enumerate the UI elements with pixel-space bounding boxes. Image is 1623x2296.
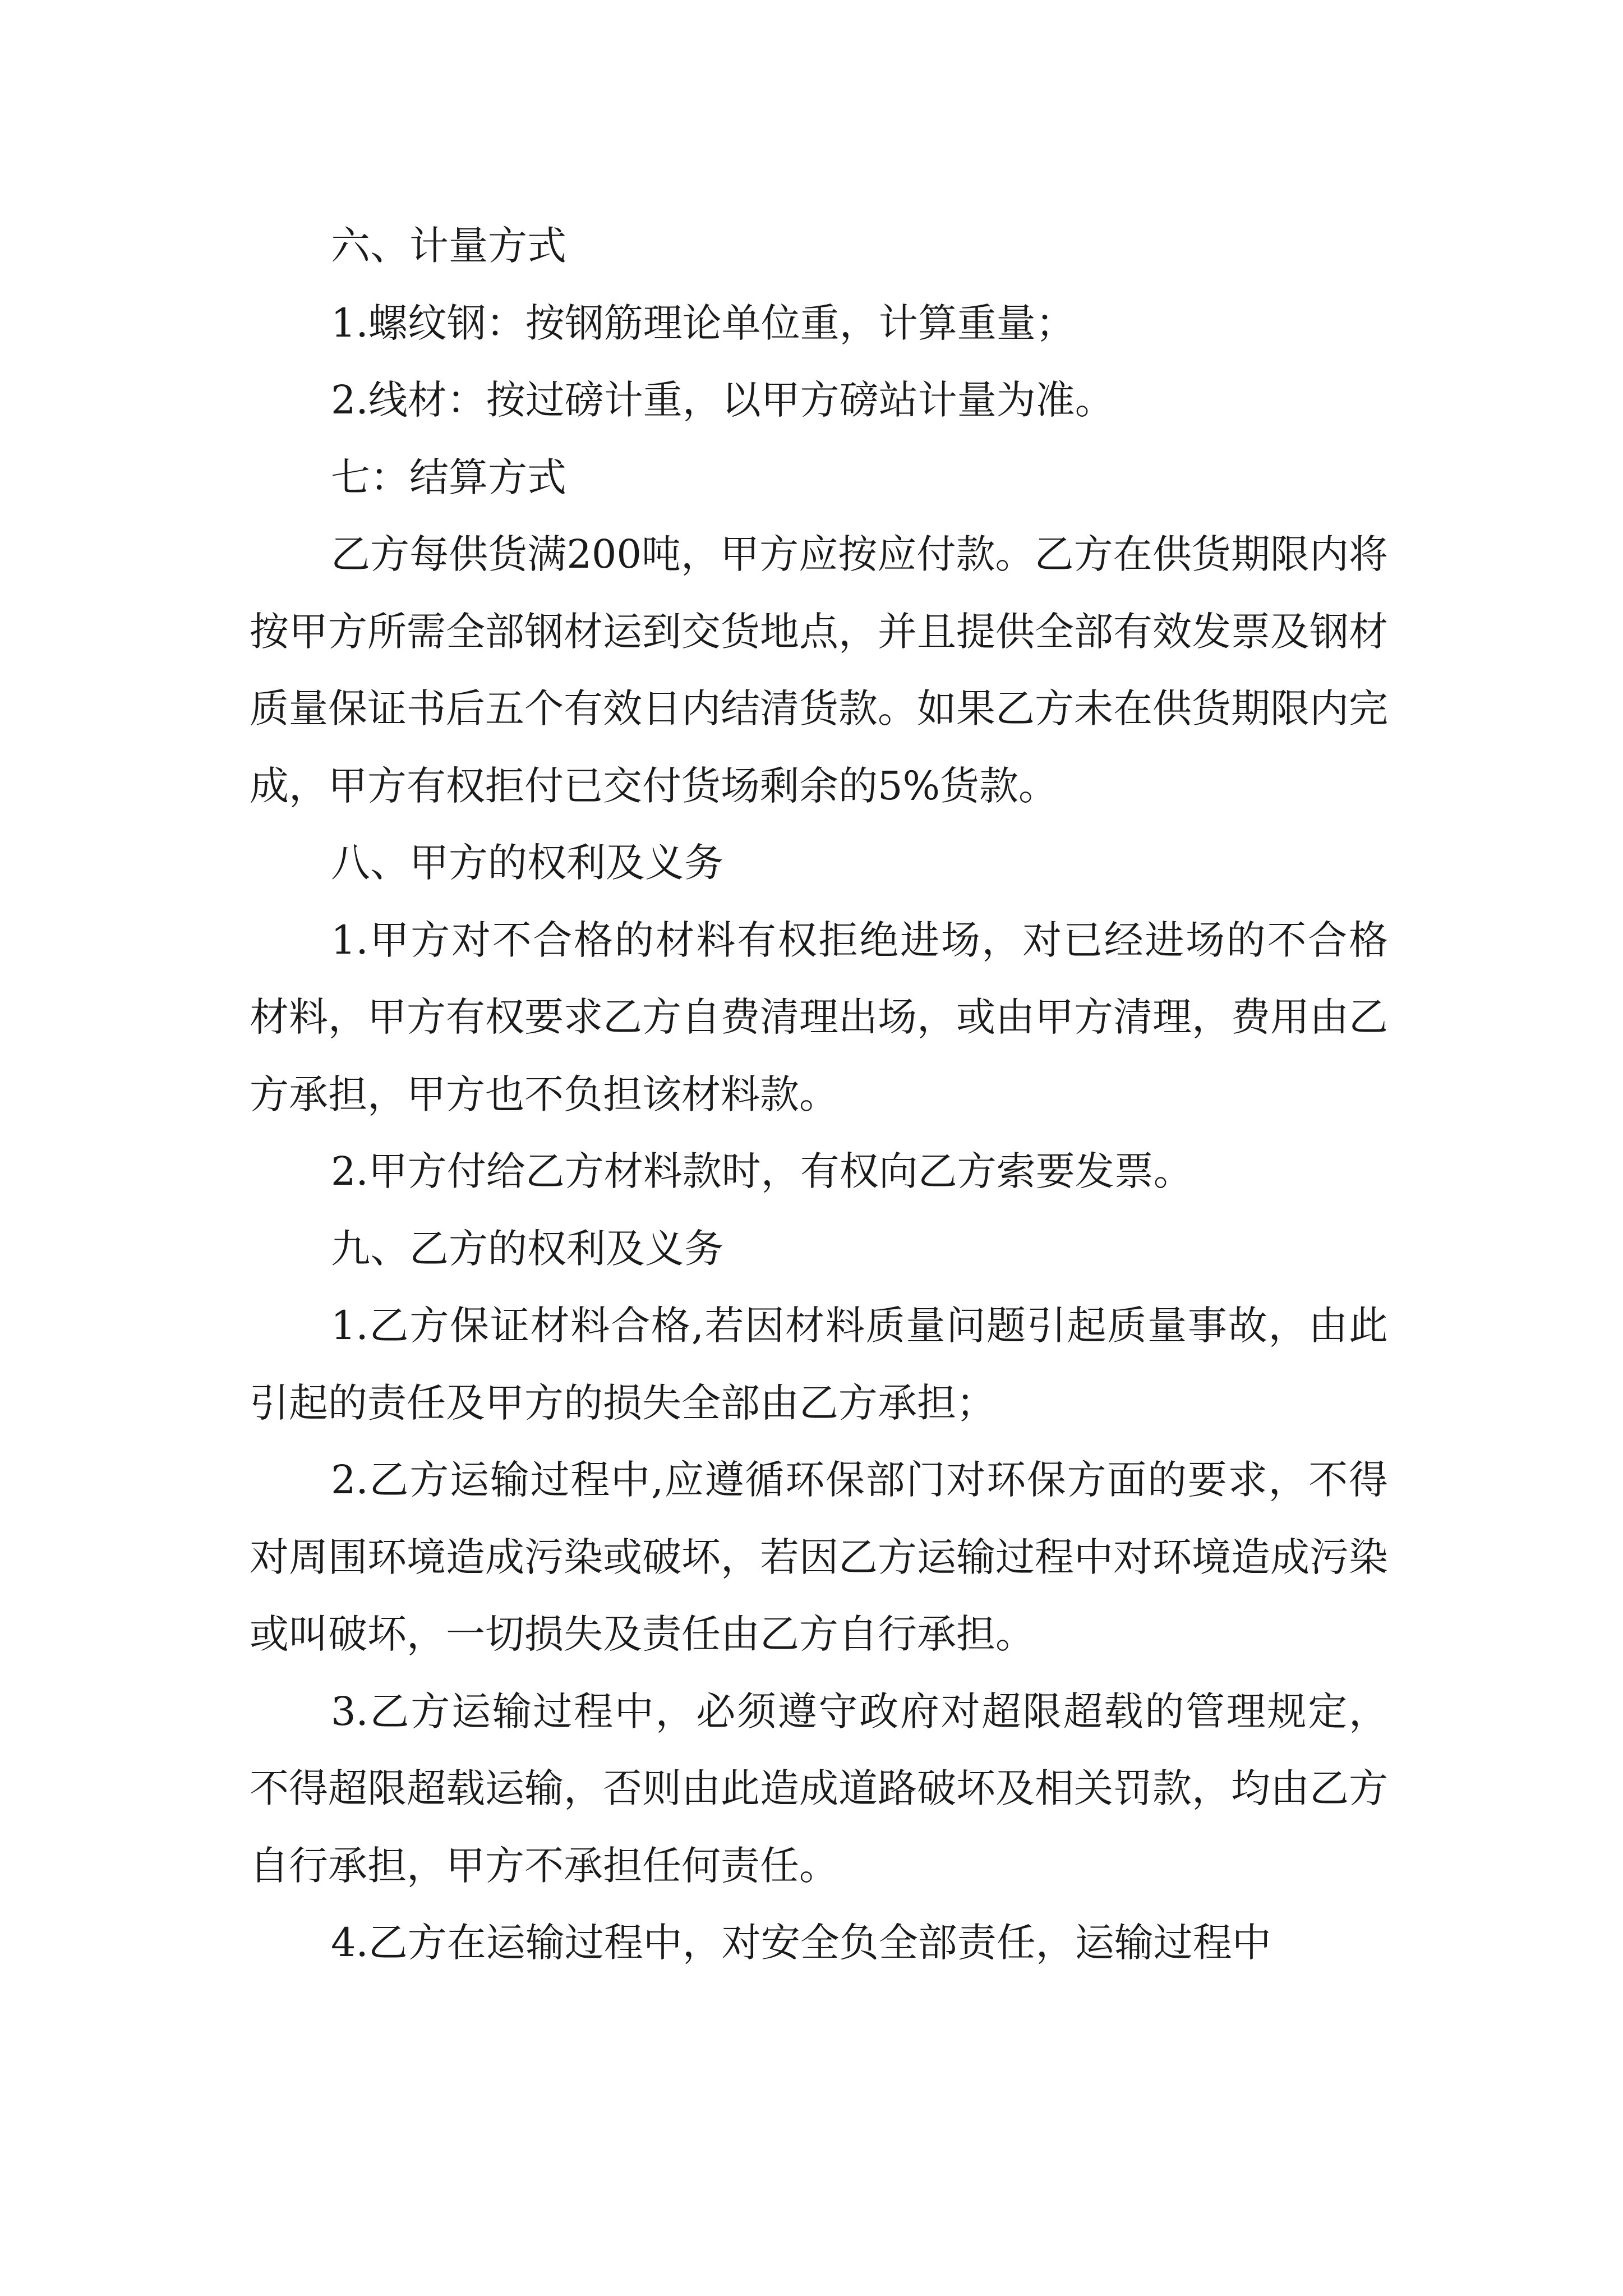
clause-9-2-environment: 2.乙方运输过程中,应遵循环保部门对环保方面的要求，不得对周围环境造成污染或破坏，若因乙方运输过程中对环境造成污染或叫破坏，一切损失及责任由乙方自行承担。	[250, 1457, 1388, 1657]
section-heading-6-measurement: 六、计量方式	[331, 223, 566, 269]
clause-6-2-wire-rod: 2.线材：按过磅计重，以甲方磅站计量为准。	[331, 377, 1114, 423]
clause-7-payment-terms: 乙方每供货满200吨，甲方应按应付款。乙方在供货期限内将按甲方所需全部钢材运到交货地点，并且提供全部有效发票及钢材质量保证书后五个有效日内结清货款。如果乙方未在供货期限内完成，甲方有权拒付已交付货场剩余的5%货款。	[250, 531, 1388, 809]
clause-6-1-rebar: 1.螺纹钢：按钢筋理论单位重，计算重量；	[331, 300, 1075, 346]
document-body	[250, 208, 1388, 1982]
clause-8-2-invoice: 2.甲方付给乙方材料款时，有权向乙方索要发票。	[331, 1148, 1193, 1194]
clause-9-3-overload: 3.乙方运输过程中，必须遵守政府对超限超载的管理规定，不得超限超载运输，否则由此造成道路破坏及相关罚款，均由乙方自行承担，甲方不承担任何责任。	[250, 1688, 1388, 1889]
clause-8-1-rejection: 1.甲方对不合格的材料有权拒绝进场，对已经进场的不合格材料，甲方有权要求乙方自费清理出场，或由甲方清理，费用由乙方承担，甲方也不负担该材料款。	[250, 917, 1388, 1117]
section-heading-9-party-b: 九、乙方的权利及义务	[331, 1225, 723, 1272]
clause-9-4-safety: 4.乙方在运输过程中，对安全负全部责任，运输过程中	[331, 1920, 1271, 1966]
section-heading-8-party-a: 八、甲方的权利及义务	[331, 840, 723, 886]
section-heading-7-settlement: 七：结算方式	[331, 454, 566, 500]
clause-9-1-quality: 1.乙方保证材料合格,若因材料质量问题引起质量事故，由此引起的责任及甲方的损失全部由乙方承担；	[250, 1303, 1388, 1426]
